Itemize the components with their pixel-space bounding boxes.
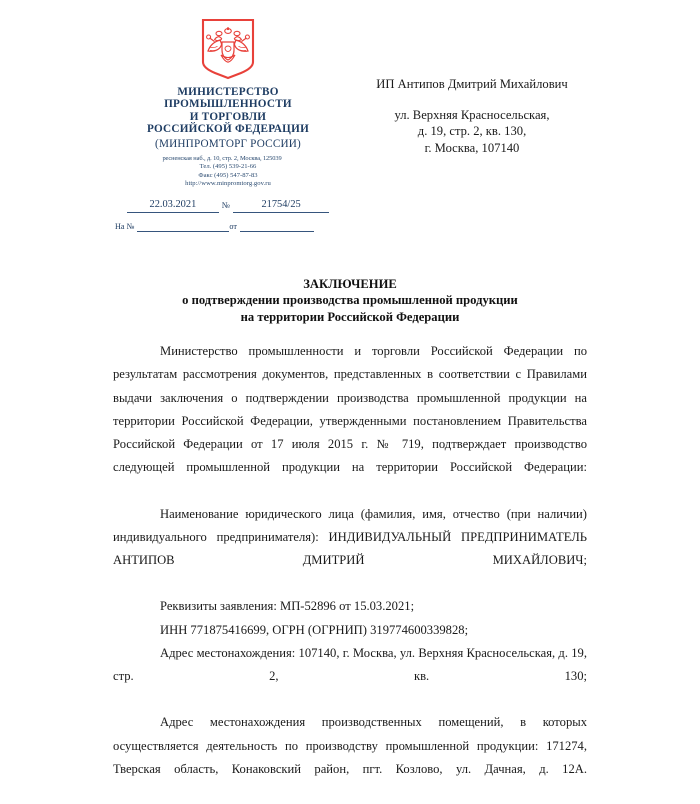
ministry-name-line-4: РОССИЙСКОЙ ФЕДЕРАЦИИ (146, 123, 310, 136)
document-date-number-line (113, 198, 343, 213)
letterhead-header (0, 0, 700, 250)
body-paragraph: Реквизиты заявления: МП-52896 от 15.03.2021; (160, 599, 415, 614)
body-paragraph: Министерство промышленности и торговли Российской Федерации по результатам рассмотрения документов, представленных в соответствии с Правилами выдачи заключения о подтверждении производства промышленной продукции на территории Российской Федерации, утвержденными постановлением Правительства Российской Федерации от 17 июля 2015 г. № 719, подтверждает производство следующей промышленной продукции на территории Российской Федерации: (113, 344, 587, 475)
document-number-field: 21754/25 (233, 198, 329, 213)
reply-reference-line (113, 221, 343, 232)
document-title-line-3: на территории Российской Федерации (240, 309, 460, 324)
body-paragraph: Адрес местонахождения: 107140, г. Москва, ул. Верхняя Красносельская, д. 19, стр. 2, кв. 130; (113, 645, 587, 684)
document-title-line-1: ЗАКЛЮЧЕНИЕ (303, 277, 397, 291)
ministry-phone: Тел. (495) 539-21-66 (199, 163, 257, 171)
ministry-letterhead (113, 18, 343, 232)
russian-coat-of-arms-icon (200, 18, 256, 80)
ministry-name-line-3: И ТОРГОВЛИ (189, 110, 267, 123)
body-paragraph: Наименование юридического лица (фамилия, имя, отчество (при наличии) индивидуального предпринимателя): ИНДИВИДУАЛЬНЫЙ ПРЕДПРИНИМАТЕЛЬ АНТИПОВ ДМИТРИЙ МИХАЙЛОВИЧ; (113, 506, 587, 568)
addressee-address-line-2: д. 19, стр. 2, кв. 130, (417, 124, 527, 139)
ministry-name (113, 86, 343, 136)
document-date-field: 22.03.2021 (127, 198, 219, 213)
document-body (0, 340, 700, 804)
document-title (0, 276, 700, 325)
number-symbol: № (221, 200, 231, 210)
ministry-address: ресненская наб., д. 10, стр. 2, Москва, 125039 (162, 154, 282, 162)
ministry-website: http://www.minpromtorg.gov.ru (185, 180, 271, 188)
document-title-line-2: о подтверждении производства промышленной продукции (182, 293, 518, 308)
ministry-contacts (113, 155, 343, 189)
reply-date-blank (240, 221, 314, 232)
reply-date-label: от (229, 222, 237, 231)
ministry-fax: Факс (495) 547-87-83 (198, 171, 258, 179)
addressee-address-line-1: ул. Верхняя Красносельская, (394, 107, 550, 122)
ministry-short-name: (МИНПРОМТОРГ РОССИИ) (155, 137, 301, 150)
addressee-address-line-3: г. Москва, 107140 (424, 140, 520, 155)
ministry-name-line-1: МИНИСТЕРСТВО (177, 86, 279, 98)
reply-number-blank (137, 221, 229, 232)
body-paragraph: Адрес местонахождения производственных помещений, в которых осуществляется деятельность по производству промышленной продукции: 171274, Тверская область, Конаковский район, пгт. Козлово, ул. Дачная, д. 12А. (113, 715, 587, 776)
addressee-name: ИП Антипов Дмитрий Михайлович (376, 77, 568, 91)
reply-number-label: На № (115, 222, 135, 231)
ministry-name-line-2: ПРОМЫШЛЕННОСТИ (164, 98, 292, 111)
addressee-block (352, 76, 592, 156)
body-paragraph: ИНН 771875416699, ОГРН (ОГРНИП) 319774600339828; (160, 622, 469, 637)
